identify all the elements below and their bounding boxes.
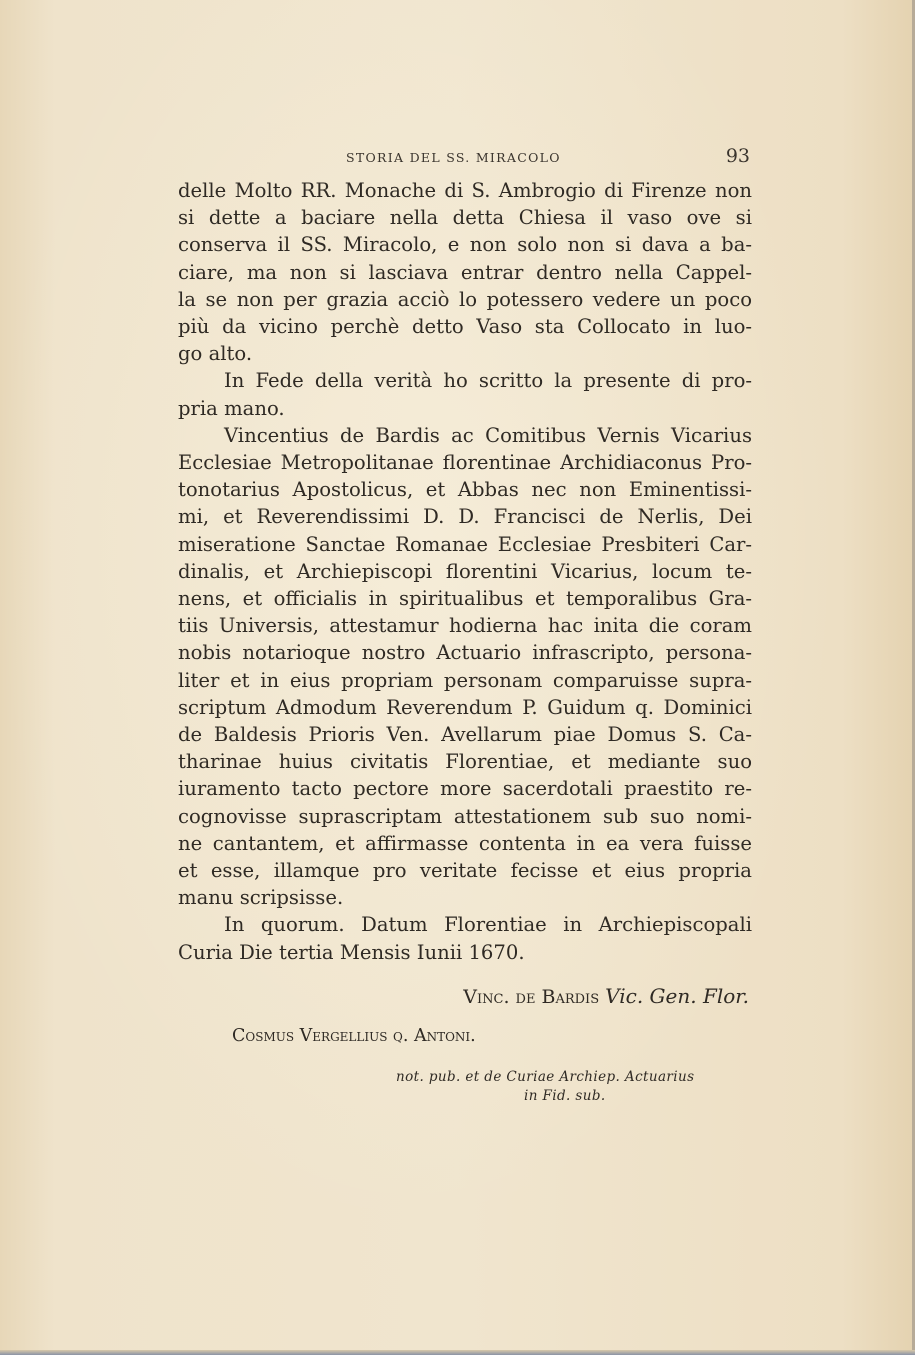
text-line: tharinae huius civitatis Florentiae, et mediante suo: [178, 750, 752, 774]
text-line: tonotarius Apostolicus, et Abbas nec non Eminentissi-: [178, 478, 752, 502]
text-line: dinalis, et Archiepiscopi florentini Vicarius, locum te-: [178, 559, 752, 583]
notary-note-line-1: not. pub. et de Curiae Archiep. Actuarius: [396, 1069, 695, 1085]
text-line: scriptum Admodum Reverendum P. Guidum q. Dominici: [178, 695, 752, 719]
text-line: Vincentius de Bardis ac Comitibus Vernis Vicarius: [224, 423, 752, 447]
text-line: cognovisse suprascriptam attestationem sub suo nomi-: [178, 804, 752, 828]
text-line: de Baldesis Prioris Ven. Avellarum piae Domus S. Ca-: [178, 723, 752, 747]
body-text: [178, 177, 752, 966]
text-line: mi, et Reverendissimi D. D. Francisci de Nerlis, Dei: [178, 505, 752, 529]
page-bottom-edge: [0, 1350, 915, 1355]
text-line: Ecclesiae Metropolitanae florentinae Archidiaconus Pro-: [178, 451, 752, 475]
text-line: delle Molto RR. Monache di S. Ambrogio di Firenze non: [178, 179, 752, 202]
text-line: miseratione Sanctae Romanae Ecclesiae Presbiteri Car-: [178, 532, 752, 556]
vicar-signature: [463, 984, 749, 1008]
text-line: go alto.: [178, 342, 253, 366]
running-head: [178, 147, 750, 167]
text-line: più da vicino perchè detto Vaso sta Collocato in luo-: [178, 315, 752, 339]
vicar-title: Vic. Gen. Flor.: [605, 984, 749, 1008]
notary-name: Cosmus Vergellius q. Antoni.: [232, 1026, 476, 1046]
text-line: pria mano.: [178, 396, 285, 420]
text-line: In Fede della verità ho scritto la presente di pro-: [224, 369, 752, 393]
text-line: liter et in eius propriam personam comparuisse supra-: [178, 668, 752, 692]
running-title: STORIA DEL SS. MIRACOLO: [346, 150, 561, 165]
text-line: la se non per grazia acciò lo potessero vedere un poco: [178, 287, 752, 311]
vicar-name: Vinc. de Bardis: [463, 986, 600, 1008]
text-line: nens, et officialis in spiritualibus et temporalibus Gra-: [178, 587, 752, 611]
text-line: ne cantantem, et affirmasse contenta in ea vera fuisse: [178, 831, 752, 855]
text-line: tiis Universis, attestamur hodierna hac inita die coram: [178, 614, 752, 638]
text-line: si dette a baciare nella detta Chiesa il vaso ove si: [178, 206, 752, 230]
text-line: et esse, illamque pro veritate fecisse et eius propria: [178, 859, 752, 883]
text-line: manu scripsisse.: [178, 886, 344, 910]
notary-note-line-2: in Fid. sub.: [524, 1088, 606, 1104]
text-line: In quorum. Datum Florentiae in Archiepiscopali: [224, 913, 752, 937]
text-line: iuramento tacto pectore more sacerdotali praestito re-: [178, 777, 752, 801]
text-line: ciare, ma non si lasciava entrar dentro nella Cappel-: [178, 260, 752, 284]
text-line: conserva il SS. Miracolo, e non solo non si dava a ba-: [178, 233, 752, 257]
notary-note: [396, 1068, 694, 1106]
text-line: Curia Die tertia Mensis Iunii 1670.: [178, 940, 525, 964]
page-number: 93: [725, 145, 750, 167]
text-line: nobis notarioque nostro Actuario infrascripto, persona-: [178, 641, 752, 665]
